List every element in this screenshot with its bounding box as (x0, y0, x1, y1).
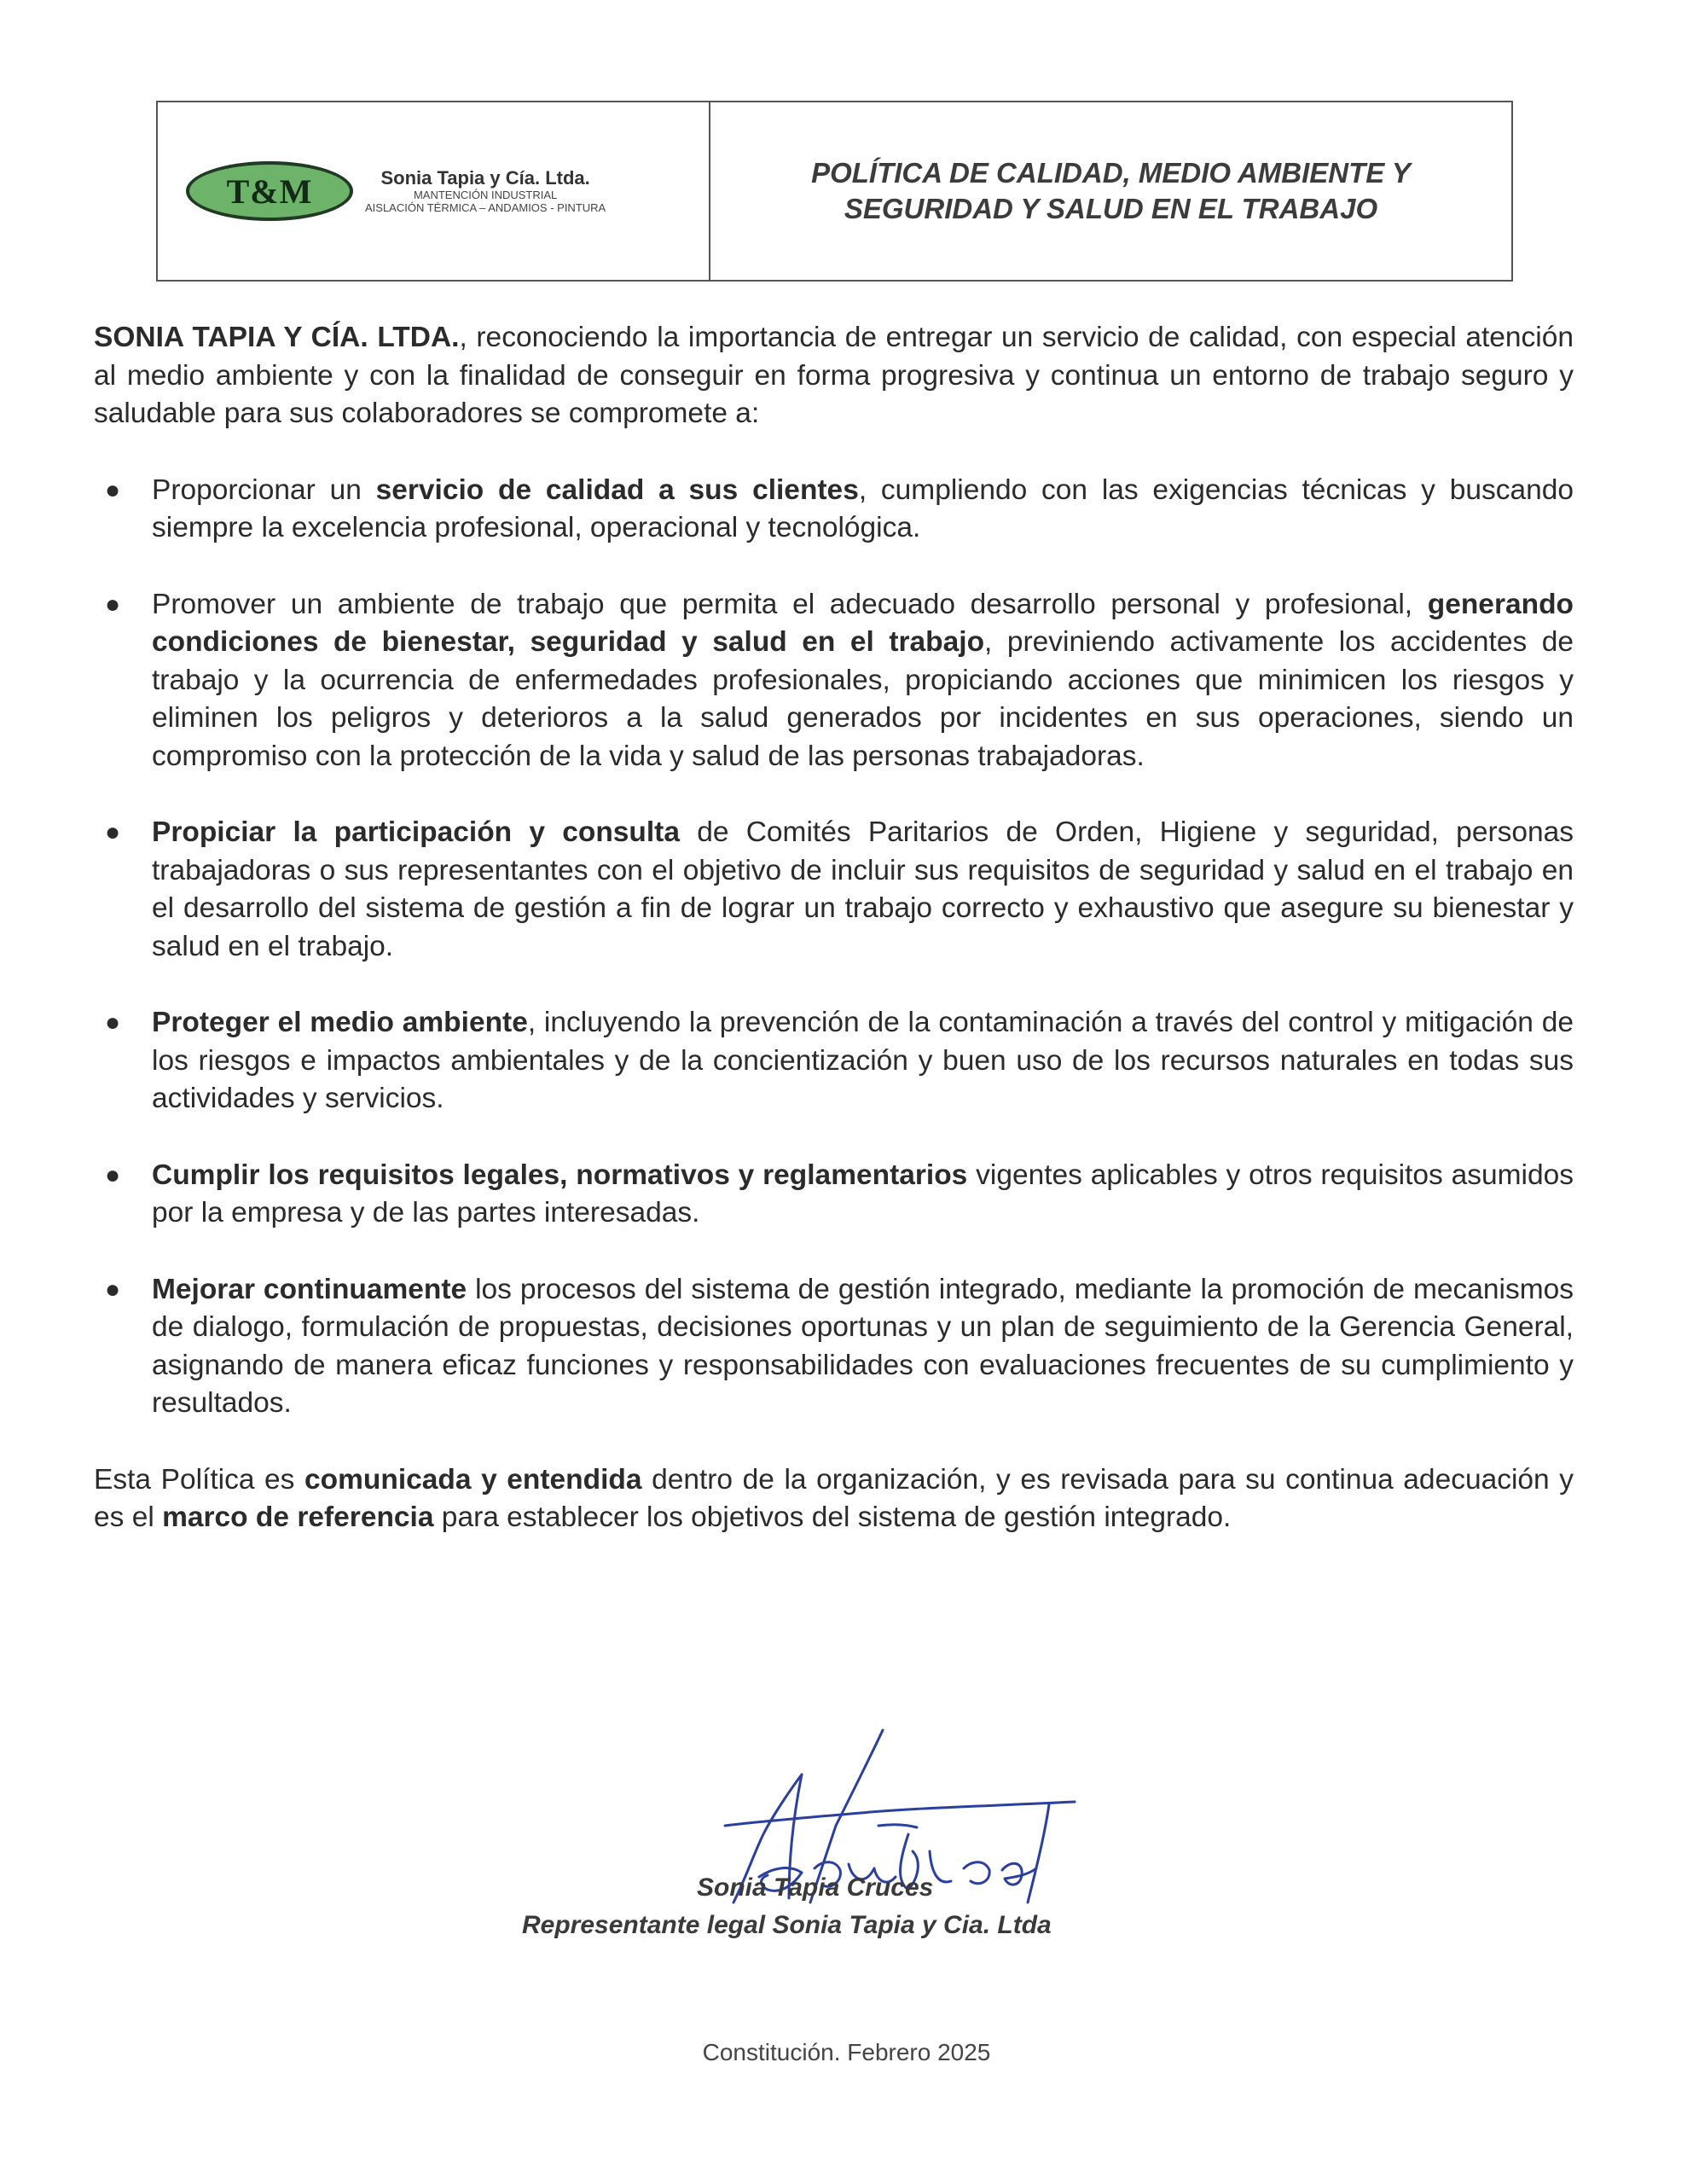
intro-text: , reconociendo la importancia de entregar un servicio de calidad, con especial atención al medio ambiente y con la finalidad de conseguir en forma progresiva y continua un entorno de trabajo seguro y saludable para sus colaboradores se compromete a: (94, 322, 1574, 429)
signatory-name: Sonia Tapia Cruces (697, 1873, 934, 1902)
closing-text: Esta Política es (94, 1463, 305, 1496)
commitment-text: , cumpliendo con las exigencias técnicas y buscando siempre la excelencia profesional, operacional y tecnológica. (152, 473, 1574, 543)
commitments-list (94, 472, 1574, 1423)
commitment-item (94, 1004, 1574, 1118)
company-activity-1: MANTENCIÓN INDUSTRIAL (413, 188, 558, 201)
commitment-item (94, 814, 1574, 966)
bullet-icon: ● (105, 1160, 121, 1189)
commitment-emphasis: Cumplir los requisitos legales, normativos y reglamentarios (152, 1159, 968, 1191)
commitment-item (94, 586, 1574, 776)
bullet-icon: ● (105, 1275, 121, 1304)
commitment-emphasis: servicio de calidad a sus clientes (375, 473, 859, 506)
commitment-item (94, 472, 1574, 548)
commitment-text: , incluyendo la prevención de la contaminación a través del control y mitigación de los riesgos e impactos ambientales y de la concientización y buen uso de los recursos naturales en todas sus actividades y servicios. (152, 1007, 1574, 1114)
commitment-item (94, 1271, 1574, 1423)
commitment-item (94, 1157, 1574, 1233)
closing-text: dentro de la organización, y es revisada para su continua adecuación y es el (94, 1463, 1574, 1533)
company-logo-area (158, 102, 710, 280)
commitment-emphasis: Proteger el medio ambiente (152, 1007, 528, 1038)
closing-emphasis: marco de referencia (162, 1502, 434, 1533)
closing-emphasis: comunicada y entendida (304, 1463, 642, 1496)
closing-text: para establecer los objetivos del sistema de gestión integrado. (433, 1502, 1232, 1533)
commitment-text: , previniendo activamente los accidentes de trabajo y la ocurrencia de enfermedades profesionales, propiciando acciones que minimicen los riesgos y eliminen los peligros y deterioros a la salud generados por incidentes en sus operaciones, siendo un compromiso con la protección de la vida y salud de las personas trabajadoras. (152, 626, 1574, 772)
commitment-text: los procesos del sistema de gestión integrado, mediante la promoción de mecanismos de dialogo, formulación de propuestas, decisiones oportunas y un plan de seguimiento de la Gerencia General, asignando de manera eficaz funciones y responsabilidades con evaluaciones frecuentes de su cumplimiento y resultados. (152, 1273, 1574, 1419)
commitment-text: Promover un ambiente de trabajo que permita el adecuado desarrollo personal y profesional, (152, 588, 1428, 620)
company-name: Sonia Tapia y Cía. Ltda. (380, 167, 590, 189)
bullet-icon: ● (105, 590, 121, 619)
closing-paragraph (94, 1461, 1574, 1537)
commitment-emphasis: Propiciar la participación y consulta (152, 816, 680, 848)
footer-date: Constitución. Febrero 2025 (702, 2039, 991, 2065)
company-activity-2: AISLACIÓN TÉRMICA – ANDAMIOS - PINTURA (365, 200, 606, 214)
policy-body (94, 319, 1574, 1537)
intro-paragraph (94, 319, 1574, 433)
commitment-emphasis: generando condiciones de bienestar, seguridad y salud en el trabajo (152, 588, 1574, 658)
document-title (710, 102, 1511, 280)
signatory-role: Representante legal Sonia Tapia y Cia. Ltda (522, 1911, 1052, 1939)
bullet-icon: ● (105, 1008, 121, 1037)
company-info (365, 167, 606, 214)
title-line-2: SEGURIDAD Y SALUD EN EL TRABAJO (844, 193, 1378, 224)
bullet-icon: ● (105, 475, 121, 504)
commitment-text: de Comités Paritarios de Orden, Higiene y seguridad, personas trabajadoras o sus representantes con el objetivo de incluir sus requisitos de seguridad y salud en el trabajo en el desarrollo del sistema de gestión a fin de lograr un trabajo correcto y exhaustivo que asegure su bienestar y salud en el trabajo. (152, 816, 1574, 962)
company-logo: T&M (186, 161, 353, 221)
commitment-text: Proporcionar un (152, 473, 376, 506)
intro-company-name: SONIA TAPIA Y CÍA. LTDA. (94, 322, 460, 353)
commitment-text: vigentes aplicables y otros requisitos asumidos por la empresa y de las partes interesadas. (152, 1159, 1574, 1228)
commitment-emphasis: Mejorar continuamente (152, 1273, 467, 1305)
bullet-icon: ● (105, 818, 121, 846)
document-header (156, 101, 1513, 282)
title-line-1: POLÍTICA DE CALIDAD, MEDIO AMBIENTE Y (811, 157, 1411, 189)
